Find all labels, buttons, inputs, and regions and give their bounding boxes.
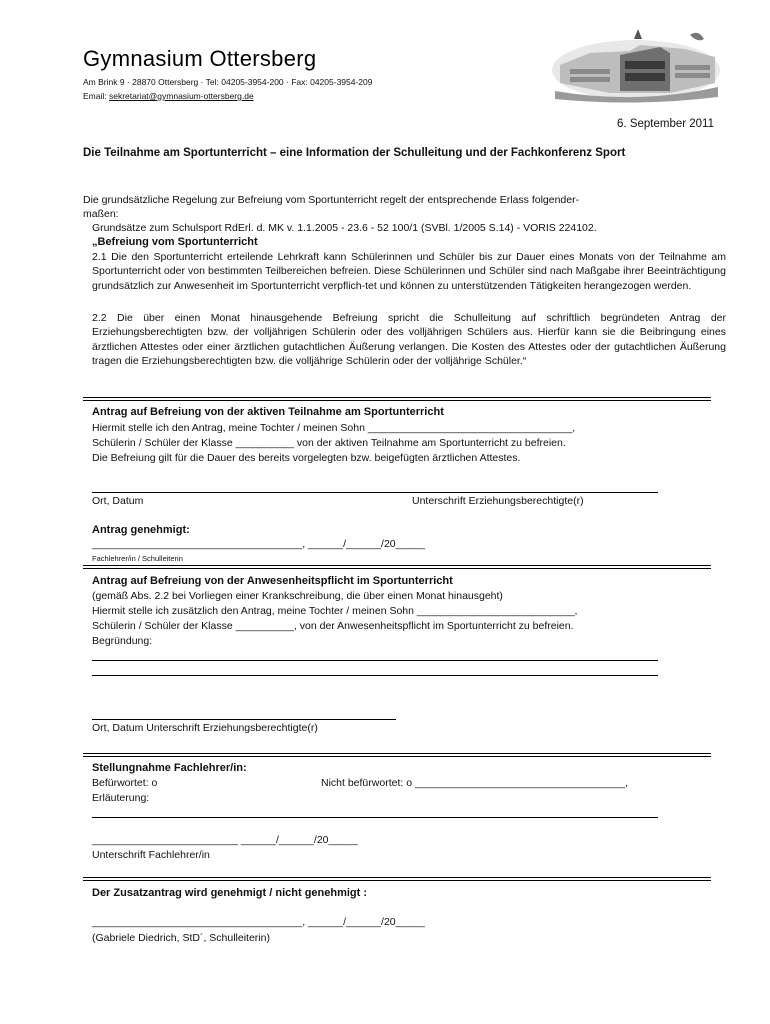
section2-subtitle: (gemäß Abs. 2.2 bei Vorliegen einer Krankschreibung, die über einen Monat hinausgeht) (92, 590, 503, 602)
section-divider-2 (83, 565, 711, 569)
approval-date-line[interactable]: ____________________________________, ______/______/20_____ (92, 538, 425, 550)
signature-line-1[interactable] (92, 492, 658, 493)
reason-line-2[interactable] (92, 675, 658, 676)
reason-line-1[interactable] (92, 660, 658, 661)
document-date: 6. September 2011 (617, 118, 714, 130)
not-endorsed-checkbox[interactable]: Nicht befürwortet: o ____________________________________, (321, 777, 629, 789)
section2-line-1: Hiermit stelle ich zusätzlich den Antrag, meine Tochter / meinen Sohn ___________________________, (92, 605, 578, 617)
guardian-signature-label: Unterschrift Erziehungsberechtigte(r) (412, 495, 584, 507)
endorsed-checkbox[interactable]: Befürwortet: o (92, 777, 158, 789)
signature-line-2[interactable] (92, 719, 396, 720)
section1-line-2: Schülerin / Schüler der Klasse __________ von der aktiven Teilnahme am Sportunterricht zu befreien. (92, 437, 566, 449)
section2-signature-label: Ort, Datum Unterschrift Erziehungsberechtigte(r) (92, 722, 318, 734)
section3-title: Stellungnahme Fachlehrer/in: (92, 762, 247, 774)
paragraph-2-2: 2.2 Die über einen Monat hinausgehende Befreiung spricht die Schulleitung auf schriftlich begründeten Antrag der Erziehungsberechtigten bzw. der volljährigen Schülerin oder des volljährigen Schülers aus. Hierfür kann sie die Beibringung eines ärztlichen Attestes oder einer ärztlichen gutachtlichen Äußerung verlangen. Die Kosten des Attestes oder der gutachtlichen Äußerung tragen die Erziehungsberechtigten bzw. die volljährige Schülerin oder der volljährige Schüler.“ (92, 312, 726, 367)
teacher-date-line[interactable]: _________________________ ______/______/20_____ (92, 834, 358, 846)
section1-title: Antrag auf Befreiung von der aktiven Teilnahme am Sportunterricht (92, 406, 444, 418)
quote-title: „Befreiung vom Sportunterricht (92, 236, 258, 248)
school-email: Email: sekretariat@gymnasium-ottersberg.de (83, 91, 254, 101)
paragraph-2-1: 2.1 Die den Sportunterricht erteilende Lehrkraft kann Schülerinnen und Schüler bis zur Dauer eines Monats von der Teilnahme am Sportunterricht oder von bestimmten Teilbereichen befreien. Diese Schülerinnen und Schüler sind nach Maßgabe ihrer Beeinträchtigung grundsätzlich zur Anwesenheit im Sportunterricht verpflich-tet und können zu unterstützenden Tätigkeiten herangezogen werden. (92, 251, 726, 292)
teacher-signature-label: Unterschrift Fachlehrer/in (92, 849, 210, 861)
section2-line-2: Schülerin / Schüler der Klasse __________, von der Anwesenheitspflicht im Sportunterricht zu befreien. (92, 620, 574, 632)
section4-title: Der Zusatzantrag wird genehmigt / nicht genehmigt : (92, 887, 368, 899)
intro-line-1: Die grundsätzliche Regelung zur Befreiung vom Sportunterricht regelt der entsprechende Erlass folgender- (83, 194, 580, 206)
section1-line-3: Die Befreiung gilt für die Dauer des bereits vorgelegten bzw. beigefügten ärztlichen Attestes. (92, 452, 521, 464)
place-date-label: Ort, Datum (92, 495, 144, 507)
explanation-label: Erläuterung: (92, 792, 150, 804)
section-divider-1 (83, 397, 711, 401)
approved-label: Antrag genehmigt: (92, 524, 190, 536)
intro-line-2: maßen: (83, 208, 119, 220)
reason-label: Begründung: (92, 635, 153, 647)
school-building-logo (550, 25, 722, 103)
explanation-line[interactable] (92, 817, 658, 818)
email-link[interactable]: sekretariat@gymnasium-ottersberg.de (108, 91, 254, 101)
section-divider-4 (83, 877, 711, 881)
section2-title: Antrag auf Befreiung von der Anwesenheitspflicht im Sportunterricht (92, 575, 453, 587)
intro-line-3: Grundsätze zum Schulsport RdErl. d. MK v. 1.1.2005 - 23.6 - 52 100/1 (SVBl. 1/2005 S.14) - VORIS 224102. (92, 222, 597, 234)
principal-date-line[interactable]: ____________________________________, ______/______/20_____ (92, 916, 425, 928)
approver-label: Fachlehrer/in / Schulleiterin (92, 554, 183, 563)
section1-line-1: Hiermit stelle ich den Antrag, meine Tochter / meinen Sohn ___________________________________, (92, 422, 576, 434)
section-divider-3 (83, 753, 711, 757)
document-title: Die Teilnahme am Sportunterricht – eine Information der Schulleitung und der Fachkonferenz Sport (83, 147, 626, 159)
principal-signer: (Gabriele Diedrich, StD´, Schulleiterin) (92, 932, 270, 944)
school-name: Gymnasium Ottersberg (83, 46, 317, 71)
school-address: Am Brink 9 · 28870 Ottersberg · Tel: 04205-3954-200 · Fax: 04205-3954-209 (83, 77, 373, 87)
